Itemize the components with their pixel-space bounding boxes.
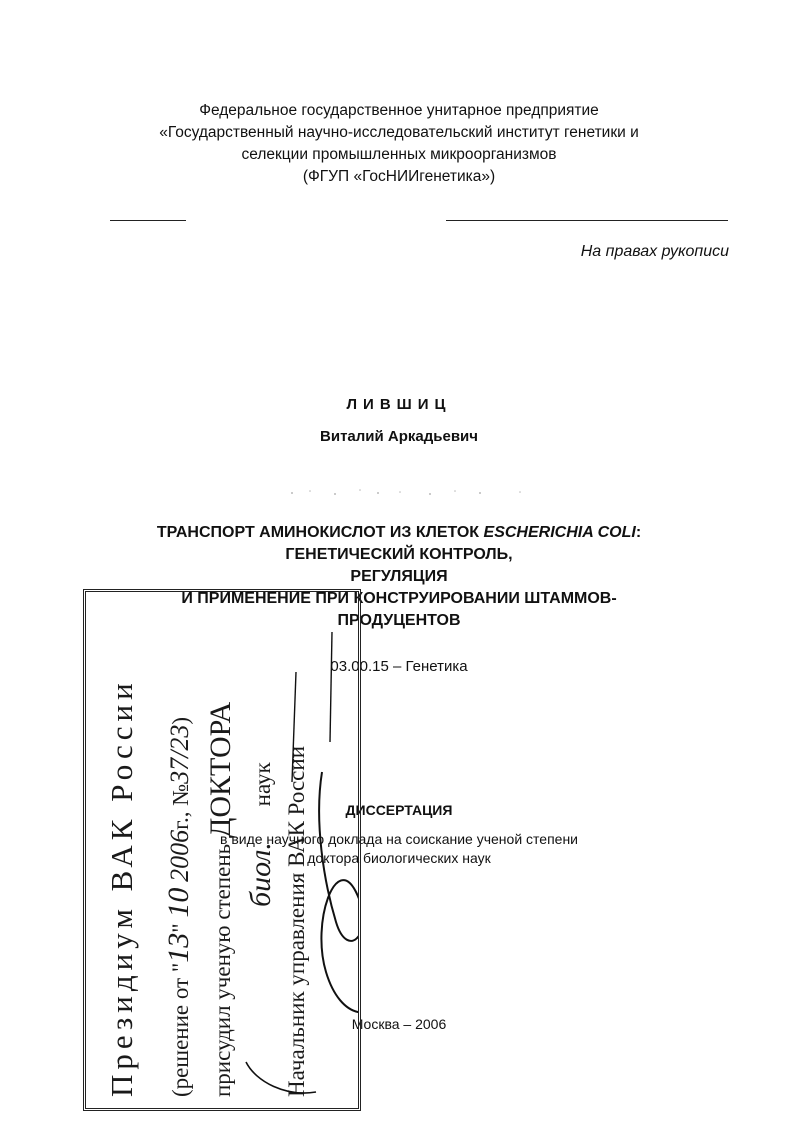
- author-given-names: Виталий Аркадьевич: [320, 428, 478, 445]
- title-organism: ESCHERICHIA COLI: [483, 524, 636, 541]
- stamp-year: 2006: [165, 829, 194, 882]
- stamp-line-1: Президиум ВАК России: [104, 678, 139, 1097]
- vak-stamp: [83, 589, 361, 1111]
- signature-mark: [86, 592, 358, 1108]
- stamp-day: 13: [162, 932, 195, 963]
- title-colon: :: [635, 524, 642, 541]
- organization-block: [0, 100, 798, 188]
- stamp-number-label: г., №: [168, 783, 193, 830]
- stamp-line-5: Начальник управления ВАК России: [284, 745, 309, 1097]
- title-line-1: [0, 522, 798, 544]
- org-line-2: «Государственный научно-исследовательский институт генетики и: [159, 124, 639, 141]
- index-rule: [446, 220, 728, 221]
- title-line-5: ПРОДУЦЕНТОВ: [337, 612, 461, 629]
- author-surname: ЛИВШИЦ: [346, 396, 452, 413]
- specialty-code: 03.00.15 – Генетика: [330, 658, 468, 675]
- title-line-4: И ПРИМЕНЕНИЕ ПРИ КОНСТРУИРОВАНИИ ШТАММОВ-: [181, 590, 617, 607]
- stamp-quote: ": [168, 923, 193, 933]
- dissertation-heading: ДИССЕРТАЦИЯ: [345, 802, 453, 818]
- org-line-4: (ФГУП «ГосНИИгенетика»): [302, 168, 496, 185]
- stamp-paren: ): [168, 716, 193, 725]
- stamp-field-handwritten: биол.: [244, 842, 277, 907]
- stamp-number: 37/23: [165, 724, 194, 784]
- title-line-3: РЕГУЛЯЦИЯ: [350, 568, 448, 585]
- subtitle-line-1: в виде научного доклада на соискание ученой степени: [220, 831, 578, 847]
- rights-label: На правах рукописи: [580, 243, 729, 260]
- title-line-1-text: ТРАНСПОРТ АМИНОКИСЛОТ ИЗ КЛЕТОК: [156, 524, 480, 541]
- stamp-field-suffix: наук: [250, 762, 275, 807]
- org-line-1: Федеральное государственное унитарное предприятие: [199, 102, 599, 119]
- place-year: Москва – 2006: [351, 1016, 447, 1032]
- org-line-3: селекции промышленных микроорганизмов: [241, 146, 557, 163]
- stamp-decision-prefix: (решение от ": [168, 962, 193, 1097]
- stamp-month: 10: [162, 887, 195, 918]
- stamp-degree: ДОКТОРА: [204, 701, 237, 839]
- title-line-2: ГЕНЕТИЧЕСКИЙ КОНТРОЛЬ,: [285, 546, 513, 563]
- scan-noise: [280, 485, 580, 499]
- stamp-awarded-text: присудил ученую степень: [210, 843, 235, 1097]
- subtitle-line-2: доктора биологических наук: [307, 850, 491, 866]
- udc-rule: [110, 220, 186, 221]
